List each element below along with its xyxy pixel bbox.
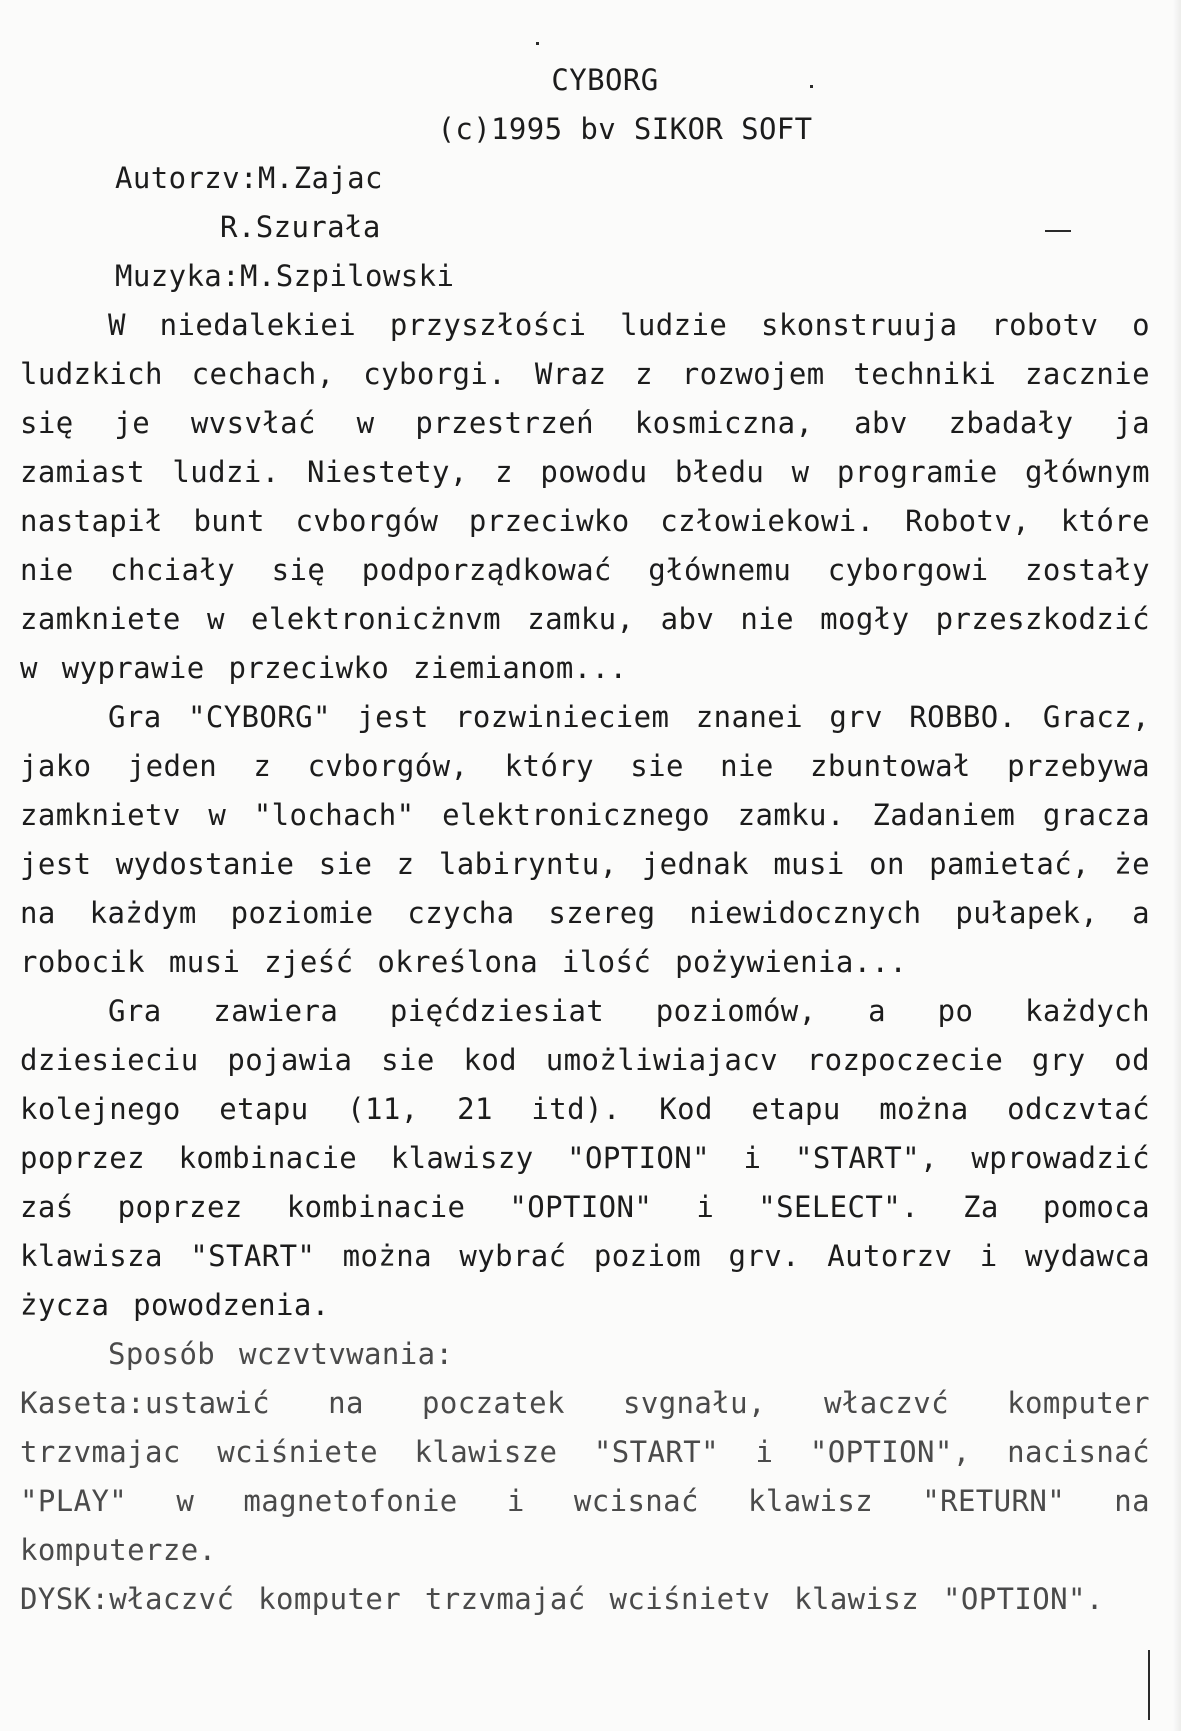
loading-tape: Kaseta:ustawić na poczatek svgnału, właczvć komputer trzvmajac wciśniete klawisze "START" i "OPTION", nacisnać "PLAY" w magnetofonie i wcisnać klawisz "RETURN" na komputerze. — [20, 1386, 1150, 1567]
document-body — [20, 56, 1150, 1624]
loading-disk: DYSK:właczvć komputer trzvmajać wciśnietv klawisz "OPTION". — [20, 1582, 1104, 1616]
scan-dash — [1148, 1650, 1150, 1720]
paper-edge-shadow — [1173, 0, 1181, 1731]
loading-heading — [20, 1330, 1150, 1379]
copyright-line: (c)1995 bv SIKOR SOFT — [437, 112, 813, 146]
authors-line-2: R.Szurała — [220, 210, 381, 244]
authors-line: Autorzv:M.Zajac — [115, 161, 383, 195]
paragraph-intro-text: W niedalekiei przyszłości ludzie skonstruuja robotv o ludzkich cechach, cyborgi. Wraz z rozwojem techniki zacznie się je wvsvłać w przestrzeń kosmiczna, abv zbadały ja zamiast ludzi. Niestety, z powodu błedu w programie głównym nastapił bunt cvborgów przeciwko człowiekowi. Robotv, które nie chciały się podporządkować głównemu cyborgowi zostały zamkniete w elektronicżnvm zamku, abv nie mogły przeszkodzić w wyprawie przeciwko ziemianom... — [20, 308, 1150, 685]
paragraph-game — [20, 693, 1150, 987]
music-credit: Muzyka:M.Szpilowski — [115, 259, 455, 293]
loading-heading-text: Sposób wczvtvwania: — [108, 1337, 454, 1371]
paragraph-levels — [20, 987, 1150, 1330]
document-title: CYBORG — [551, 63, 659, 97]
paragraph-game-text: Gra "CYBORG" jest rozwinieciem znanei grv ROBBO. Gracz, jako jeden z cvborgów, który sie nie zbuntował przebywa zamknietv w "lochach" elektronicznego zamku. Zadaniem gracza jest wydostanie sie z labiryntu, jednak musi on pamietać, że na każdym poziomie czycha szereg niewidocznych pułapek, a robocik musi zjeść określona ilość pożywienia... — [20, 700, 1150, 979]
paragraph-levels-text: Gra zawiera pięćdziesiat poziomów, a po każdych dziesieciu pojawia sie kod umożliwiajacv rozpoczecie gry od kolejnego etapu (11, 21 itd). Kod etapu można odczvtać poprzez kombinacie klawiszy "OPTION" i "START", wprowadzić zaś poprzez kombinacie "OPTION" i "SELECT". Za pomoca klawisza "START" można wybrać poziom grv. Autorzv i wydawca życza powodzenia. — [20, 994, 1150, 1322]
scan-speck — [536, 42, 539, 45]
paragraph-intro — [20, 301, 1150, 693]
